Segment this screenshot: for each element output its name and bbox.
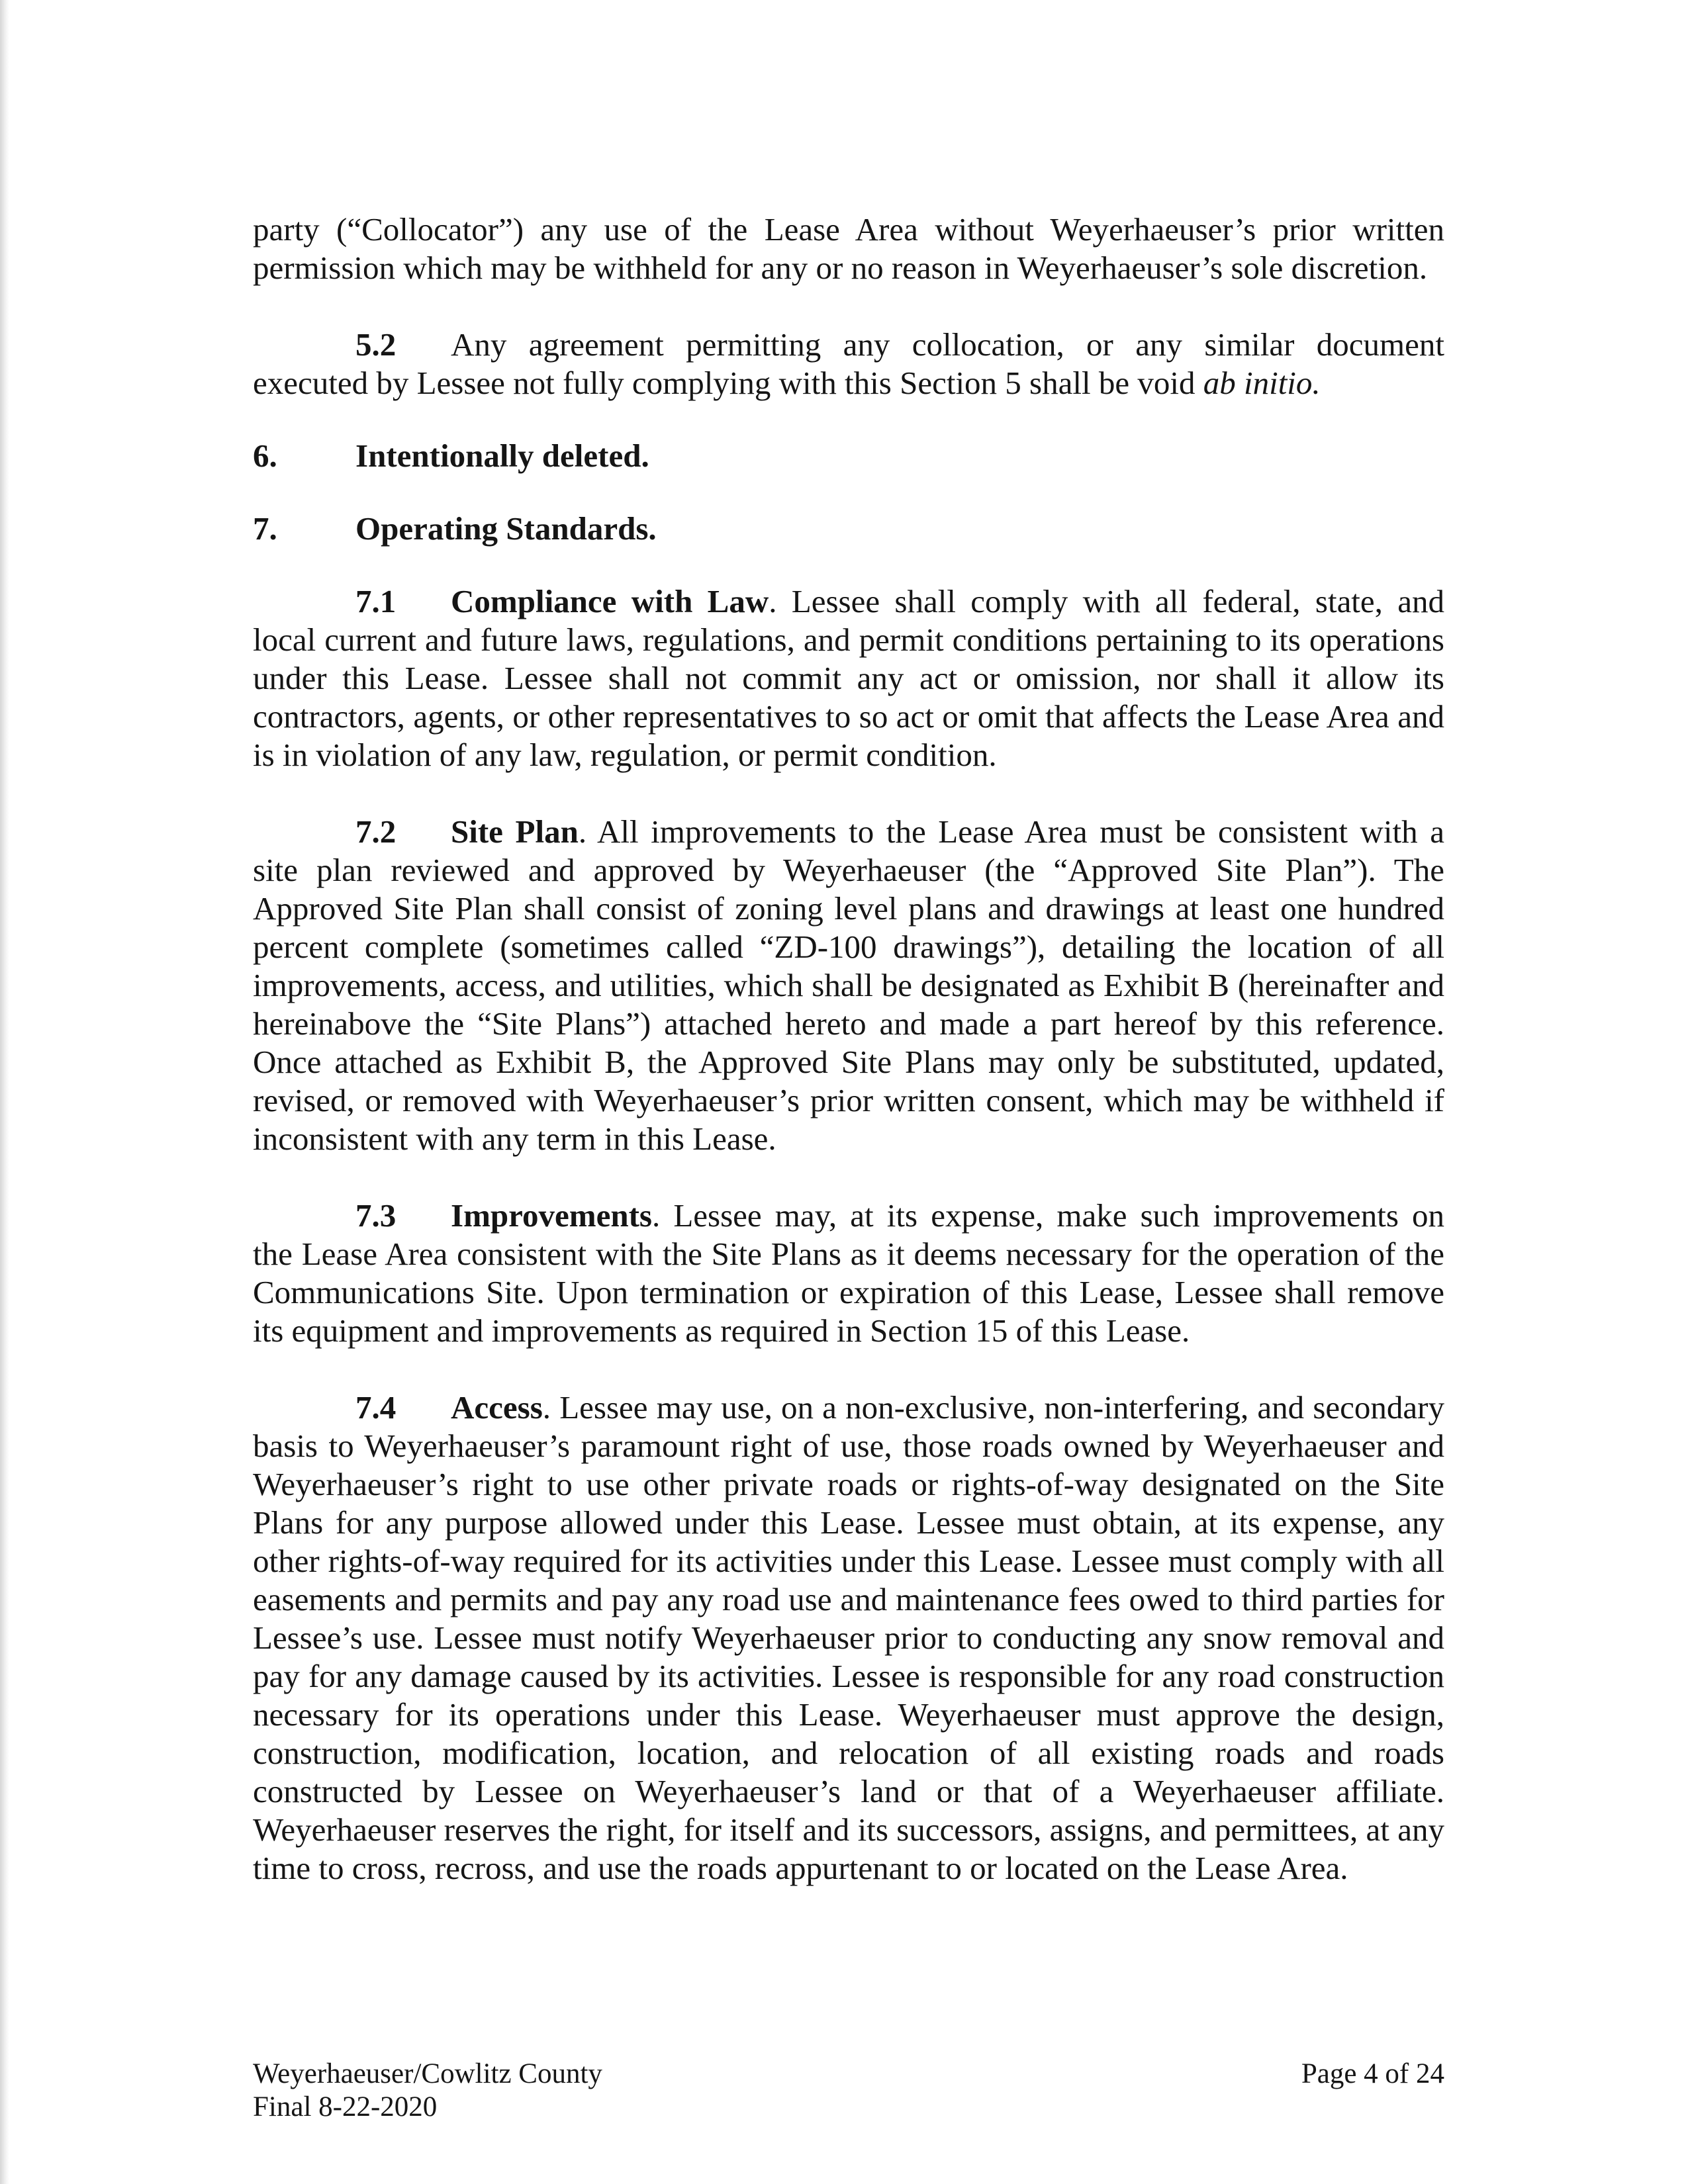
section-number: 7.3 bbox=[355, 1197, 397, 1234]
section-text: . Lessee shall comply with all federal, state, and local current and future laws, regulations, and permit conditions pertaining to its operations under this Lease. Lessee shall not commit any act or omission, nor shall it allow its contractors, agents, or other representatives to so act or omit that affects the Lease Area and is in violation of any law, regulation, or permit condition. bbox=[253, 583, 1444, 773]
section-title: Improvements bbox=[451, 1197, 652, 1234]
section-title: Compliance with Law bbox=[451, 583, 769, 619]
section-text: Any agreement permitting any collocation, or any similar document executed by Lessee not fully complying with this Section 5 shall be void bbox=[253, 326, 1444, 401]
section-title: Site Plan bbox=[451, 813, 579, 850]
footer-version: Final 8-22-2020 bbox=[253, 2091, 438, 2122]
scan-edge-shadow bbox=[0, 0, 9, 2184]
section-7-heading bbox=[253, 510, 1444, 548]
section-6-heading bbox=[253, 437, 1444, 475]
section-number: 7.4 bbox=[355, 1389, 397, 1426]
section-number: 7.2 bbox=[355, 813, 397, 850]
footer-doc-title: Weyerhaeuser/Cowlitz County bbox=[253, 2058, 602, 2089]
section-number: 7.1 bbox=[355, 583, 397, 619]
section-title: Access bbox=[451, 1389, 543, 1426]
section-number: 5.2 bbox=[355, 326, 397, 363]
section-title: Intentionally deleted. bbox=[355, 437, 649, 474]
section-text: . All improvements to the Lease Area must be consistent with a site plan reviewed and approved by Weyerhaeuser (the “Approved Site Plan”). The Approved Site Plan shall consist of zoning level plans and drawings at least one hundred percent complete (sometimes called “ZD-100 drawings”), detailing the location of all improvements, access, and utilities, which shall be designated as Exhibit B (hereinafter and hereinabove the “Site Plans”) attached hereto and made a part hereof by this reference. Once attached as Exhibit B, the Approved Site Plans may only be substituted, updated, revised, or removed with Weyerhaeuser’s prior written consent, which may be withheld if inconsistent with any term in this Lease. bbox=[253, 813, 1444, 1157]
section-title: Operating Standards. bbox=[355, 510, 657, 547]
section-7-2 bbox=[253, 813, 1444, 1158]
footer-doc-info bbox=[253, 2058, 602, 2124]
section-5-2 bbox=[253, 326, 1444, 402]
section-7-4 bbox=[253, 1388, 1444, 1888]
section-7-3 bbox=[253, 1197, 1444, 1350]
document-body bbox=[253, 210, 1444, 1888]
latin-term: ab initio. bbox=[1203, 365, 1321, 401]
page-number: Page 4 of 24 bbox=[1301, 2058, 1444, 2089]
intro-paragraph: party (“Collocator”) any use of the Lease Area without Weyerhaeuser’s prior written permission which may be withheld for any or no reason in Weyerhaeuser’s sole discretion. bbox=[253, 211, 1444, 286]
section-text: . Lessee may, at its expense, make such improvements on the Lease Area consistent with the Site Plans as it deems necessary for the operation of the Communications Site. Upon termination or expiration of this Lease, Lessee shall remove its equipment and improvements as required in Section 15 of this Lease. bbox=[253, 1197, 1444, 1349]
section-7-1 bbox=[253, 582, 1444, 774]
section-number: 6. bbox=[253, 437, 277, 474]
section-number: 7. bbox=[253, 510, 277, 547]
section-text: . Lessee may use, on a non-exclusive, non-interfering, and secondary basis to Weyerhaeuser’s paramount right of use, those roads owned by Weyerhaeuser and Weyerhaeuser’s right to use other private roads or rights-of-way designated on the Site Plans for any purpose allowed under this Lease. Lessee must obtain, at its expense, any other rights-of-way required for its activities under this Lease. Lessee must comply with all easements and permits and pay any road use and maintenance fees owed to third parties for Lessee’s use. Lessee must notify Weyerhaeuser prior to conducting any snow removal and pay for any damage caused by its activities. Lessee is responsible for any road construction necessary for its operations under this Lease. Weyerhaeuser must approve the design, construction, modification, location, and relocation of all existing roads and roads constructed by Lessee on Weyerhaeuser’s land or that of a Weyerhaeuser affiliate. Weyerhaeuser reserves the right, for itself and its successors, assigns, and permittees, at any time to cross, recross, and use the roads appurtenant to or located on the Lease Area. bbox=[253, 1389, 1444, 1886]
